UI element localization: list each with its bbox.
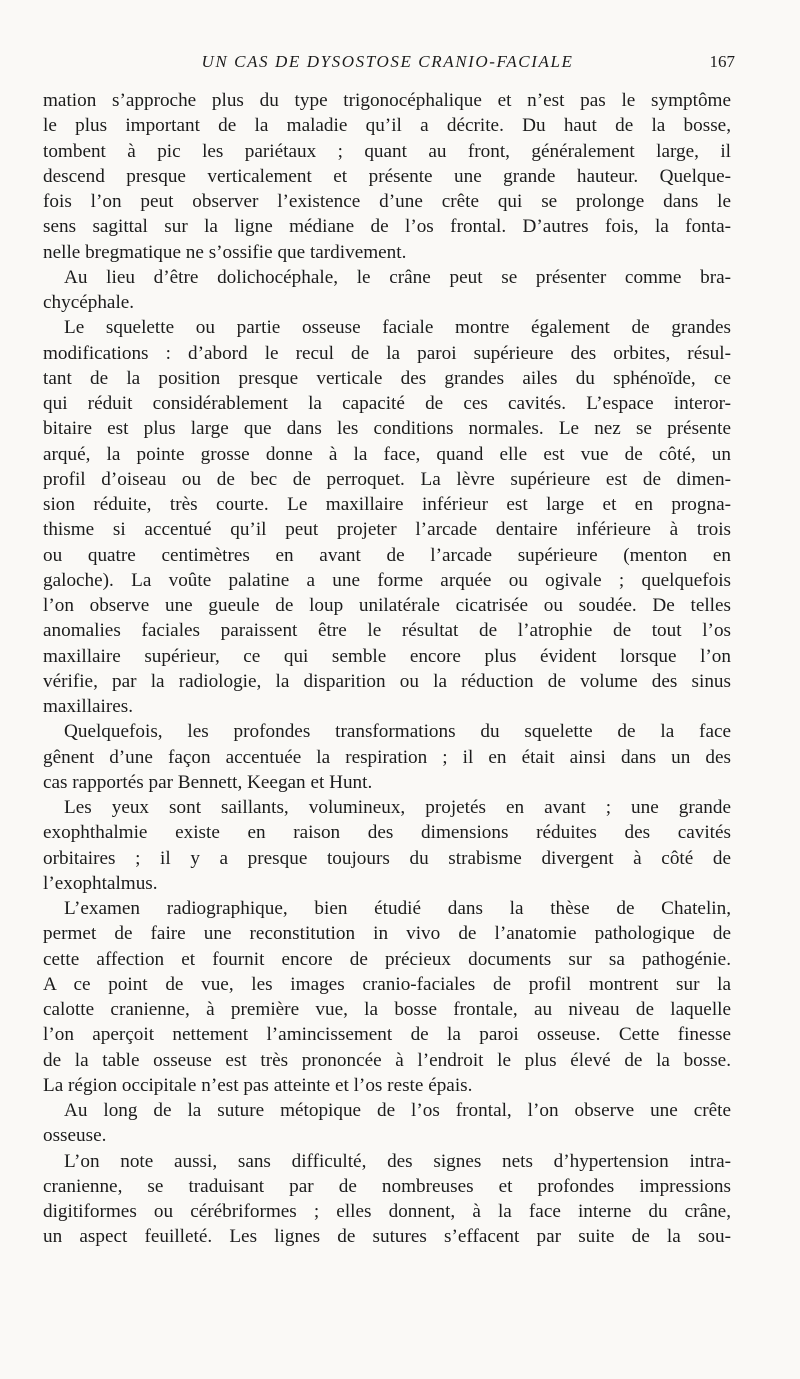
- paragraph: [43, 719, 731, 795]
- text-line: ou quatre centimètres en avant de l’arcade supérieure (menton en: [43, 544, 731, 566]
- paragraph: [43, 88, 731, 265]
- text-line: maxillaire supérieur, ce qui semble encore plus évident lorsque l’on: [43, 645, 731, 667]
- text-line: cette affection et fournit encore de précieux documents sur sa pathogénie.: [43, 948, 731, 970]
- text-line: l’on observe une gueule de loup unilatérale cicatrisée ou soudée. De telles: [43, 595, 731, 616]
- text-line: chycéphale.: [43, 292, 135, 313]
- paragraph: [43, 315, 731, 719]
- text-line: bitaire est plus large que dans les conditions normales. Le nez se présente: [43, 418, 731, 440]
- body-text: [43, 88, 731, 1250]
- text-line: osseuse.: [43, 1125, 107, 1147]
- text-line: l’exophtalmus.: [43, 872, 158, 894]
- text-line: modifications : d’abord le recul de la paroi supérieure des orbites, résul-: [43, 342, 731, 364]
- page-number: 167: [709, 52, 735, 71]
- text-line: profil d’oiseau ou de bec de perroquet. La lèvre supérieure est de dimen-: [43, 468, 731, 490]
- text-line: qui réduit considérablement la capacité de ces cavités. L’espace interor-: [43, 393, 731, 414]
- text-line: Au lieu d’être dolichocéphale, le crâne peut se présenter comme bra-: [64, 266, 731, 288]
- page-header: [40, 52, 735, 76]
- text-line: arqué, la pointe grosse donne à la face, quand elle est vue de côté, un: [43, 443, 731, 465]
- text-line: un aspect feuilleté. Les lignes de sutures s’effacent par suite de la sou-: [43, 1226, 731, 1248]
- text-line: l’on aperçoit nettement l’amincissement de la paroi osseuse. Cette finesse: [43, 1024, 731, 1046]
- text-line: le plus important de la maladie qu’il a décrite. Du haut de la bosse,: [43, 115, 731, 137]
- text-line: descend presque verticalement et présente une grande hauteur. Quelque-: [43, 165, 731, 187]
- text-line: digitiformes ou cérébriformes ; elles donnent, à la face interne du crâne,: [43, 1201, 731, 1222]
- text-line: nelle bregmatique ne s’ossifie que tardivement.: [43, 241, 407, 263]
- text-line: exophthalmie existe en raison des dimensions réduites des cavités: [43, 822, 731, 844]
- text-line: A ce point de vue, les images cranio-faciales de profil montrent sur la: [43, 973, 731, 995]
- text-line: Au long de la suture métopique de l’os frontal, l’on observe une crête: [64, 1100, 731, 1121]
- paragraph: [43, 1098, 731, 1149]
- text-line: anomalies faciales paraissent être le résultat de l’atrophie de tout l’os: [43, 620, 731, 642]
- paragraph: [43, 896, 731, 1098]
- text-line: maxillaires.: [43, 696, 134, 717]
- paragraph: [43, 1149, 731, 1250]
- text-line: cranienne, se traduisant par de nombreuses et profondes impressions: [43, 1175, 731, 1197]
- text-line: Le squelette ou partie osseuse faciale montre également de grandes: [64, 317, 731, 339]
- text-line: galoche). La voûte palatine a une forme arquée ou ogivale ; quelquefois: [43, 569, 731, 591]
- text-line: cas rapportés par Bennett, Keegan et Hunt.: [43, 771, 373, 793]
- running-title: UN CAS DE DYSOSTOSE CRANIO-FACIALE: [201, 52, 574, 71]
- text-line: orbitaires ; il y a presque toujours du strabisme divergent à côté de: [43, 847, 731, 869]
- text-line: fois l’on peut observer l’existence d’une crête qui se prolonge dans le: [43, 191, 731, 212]
- text-line: permet de faire une reconstitution in vivo de l’anatomie pathologique de: [43, 923, 731, 945]
- text-line: tant de la position presque verticale des grandes ailes du sphénoïde, ce: [43, 367, 731, 389]
- text-line: gênent d’une façon accentuée la respiration ; il en était ainsi dans un des: [43, 746, 731, 768]
- text-line: tombent à pic les pariétaux ; quant au front, généralement large, il: [43, 140, 731, 162]
- paragraph: [43, 265, 731, 316]
- text-line: Quelquefois, les profondes transformations du squelette de la face: [64, 721, 731, 743]
- text-line: vérifie, par la radiologie, la disparition ou la réduction de volume des sinus: [43, 670, 731, 692]
- text-line: L’on note aussi, sans difficulté, des signes nets d’hypertension intra-: [64, 1150, 731, 1172]
- text-line: Les yeux sont saillants, volumineux, projetés en avant ; une grande: [64, 797, 731, 818]
- text-line: thisme si accentué qu’il peut projeter l’arcade dentaire inférieure à trois: [43, 519, 731, 541]
- paragraph: [43, 795, 731, 896]
- text-line: mation s’approche plus du type trigonocéphalique et n’est pas le symptôme: [43, 90, 731, 111]
- text-line: La région occipitale n’est pas atteinte et l’os reste épais.: [43, 1074, 473, 1096]
- text-line: calotte cranienne, à première vue, la bosse frontale, au niveau de laquelle: [43, 999, 731, 1020]
- text-line: L’examen radiographique, bien étudié dans la thèse de Chatelin,: [64, 898, 731, 919]
- text-line: de la table osseuse est très prononcée à l’endroit le plus élevé de la bosse.: [43, 1049, 731, 1071]
- text-line: sion réduite, très courte. Le maxillaire inférieur est large et en progna-: [43, 494, 731, 515]
- text-line: sens sagittal sur la ligne médiane de l’os frontal. D’autres fois, la fonta-: [43, 216, 731, 238]
